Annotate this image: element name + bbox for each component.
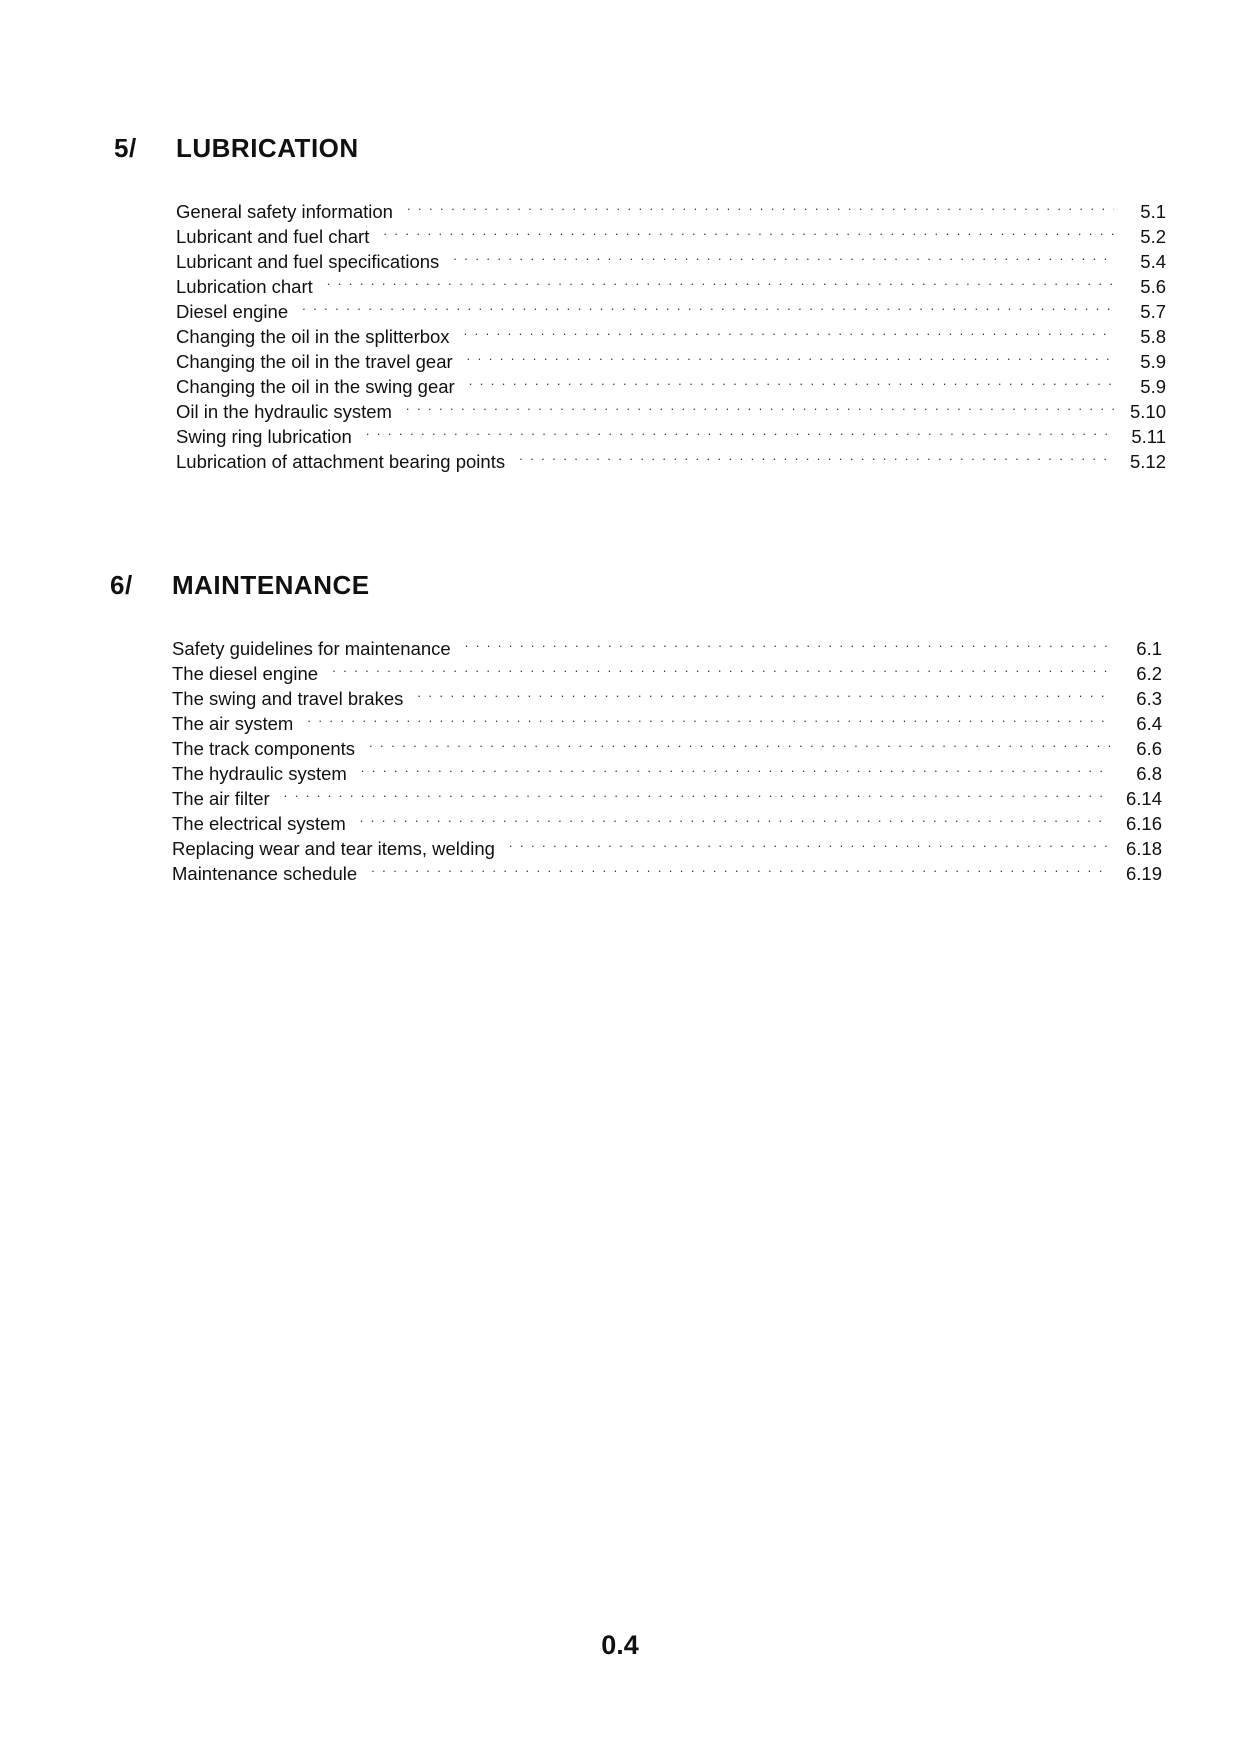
dot-leader xyxy=(360,805,1110,830)
toc-entry-label: General safety information xyxy=(176,201,393,222)
toc-entry-page: 5.10 xyxy=(1129,401,1166,422)
dot-leader xyxy=(307,705,1110,730)
toc-entry-label: The swing and travel brakes xyxy=(172,688,404,709)
toc-entry[interactable] xyxy=(172,805,1162,834)
dot-leader xyxy=(284,780,1110,805)
toc-entry-label: Lubrication chart xyxy=(176,276,313,297)
section-number: 6/ xyxy=(110,570,133,600)
toc-entry-label: Oil in the hydraulic system xyxy=(176,401,392,422)
toc-entry-label: Changing the oil in the swing gear xyxy=(176,376,455,397)
dot-leader xyxy=(464,318,1114,343)
toc-entry[interactable] xyxy=(176,293,1166,322)
toc-entry-page: 5.9 xyxy=(1140,351,1166,372)
toc-entry-page: 6.3 xyxy=(1136,688,1162,709)
toc-entry-page: 5.12 xyxy=(1129,451,1166,472)
toc-entry-label: The hydraulic system xyxy=(172,763,347,784)
toc-entry-page: 5.2 xyxy=(1140,226,1166,247)
toc-entry[interactable] xyxy=(176,318,1166,347)
toc-entry-page: 6.14 xyxy=(1125,788,1162,809)
toc-entry-label: Diesel engine xyxy=(176,301,289,322)
dot-leader xyxy=(417,680,1110,705)
dot-leader xyxy=(369,730,1110,755)
toc-entry-page: 5.1 xyxy=(1140,201,1166,222)
dot-leader xyxy=(361,755,1110,780)
toc-entry-label: Lubricant and fuel chart xyxy=(176,226,370,247)
dot-leader xyxy=(467,343,1114,368)
toc-entry-page: 6.16 xyxy=(1125,813,1162,834)
dot-leader xyxy=(469,368,1114,393)
toc-entry-page: 6.6 xyxy=(1136,738,1162,759)
toc-entry-page: 6.19 xyxy=(1125,863,1162,884)
toc-entry[interactable] xyxy=(172,730,1162,759)
toc-entry-page: 5.11 xyxy=(1131,426,1166,447)
toc-entry-label: Lubricant and fuel specifications xyxy=(176,251,440,272)
toc-entry-list xyxy=(172,630,1162,884)
dot-leader xyxy=(465,630,1110,655)
toc-entry-label: Replacing wear and tear items, welding xyxy=(172,838,495,859)
toc-entry-page: 6.2 xyxy=(1136,663,1162,684)
toc-entry-page: 5.4 xyxy=(1140,251,1166,272)
dot-leader xyxy=(453,243,1114,268)
dot-leader xyxy=(371,855,1110,880)
toc-entry[interactable] xyxy=(176,193,1166,222)
toc-entry-page: 5.7 xyxy=(1140,301,1166,322)
toc-entry[interactable] xyxy=(172,705,1162,734)
toc-entry-page: 6.8 xyxy=(1136,763,1162,784)
dot-leader xyxy=(332,655,1110,680)
toc-entry-page: 6.4 xyxy=(1136,713,1162,734)
dot-leader xyxy=(366,418,1114,443)
section-title: LUBRICATION xyxy=(176,133,359,163)
section-title: MAINTENANCE xyxy=(172,570,370,600)
toc-entry-list xyxy=(176,193,1166,472)
toc-entry-page: 6.1 xyxy=(1136,638,1162,659)
toc-entry-label: The track components xyxy=(172,738,356,759)
toc-entry-page: 5.8 xyxy=(1140,326,1166,347)
dot-leader xyxy=(509,830,1110,855)
section-number: 5/ xyxy=(114,133,137,163)
dot-leader xyxy=(302,293,1114,318)
dot-leader xyxy=(519,443,1114,468)
dot-leader xyxy=(383,218,1114,243)
toc-entry-page: 5.9 xyxy=(1140,376,1166,397)
toc-entry-label: The air system xyxy=(172,713,294,734)
toc-entry-page: 5.6 xyxy=(1140,276,1166,297)
toc-entry-label: Safety guidelines for maintenance xyxy=(172,638,451,659)
toc-entry-label: The diesel engine xyxy=(172,663,319,684)
page-number: 0.4 xyxy=(601,1630,639,1660)
toc-entry-label: Changing the oil in the splitterbox xyxy=(176,326,450,347)
toc-entry-label: Swing ring lubrication xyxy=(176,426,352,447)
toc-entry-page: 6.18 xyxy=(1125,838,1162,859)
toc-entry-label: The air filter xyxy=(172,788,270,809)
dot-leader xyxy=(406,393,1114,418)
toc-entry[interactable] xyxy=(172,780,1162,809)
toc-entry[interactable] xyxy=(172,630,1162,659)
dot-leader xyxy=(407,193,1114,218)
toc-entry-label: The electrical system xyxy=(172,813,346,834)
dot-leader xyxy=(327,268,1114,293)
toc-entry-label: Changing the oil in the travel gear xyxy=(176,351,453,372)
toc-entry-label: Maintenance schedule xyxy=(172,863,358,884)
toc-entry-label: Lubrication of attachment bearing points xyxy=(176,451,506,472)
